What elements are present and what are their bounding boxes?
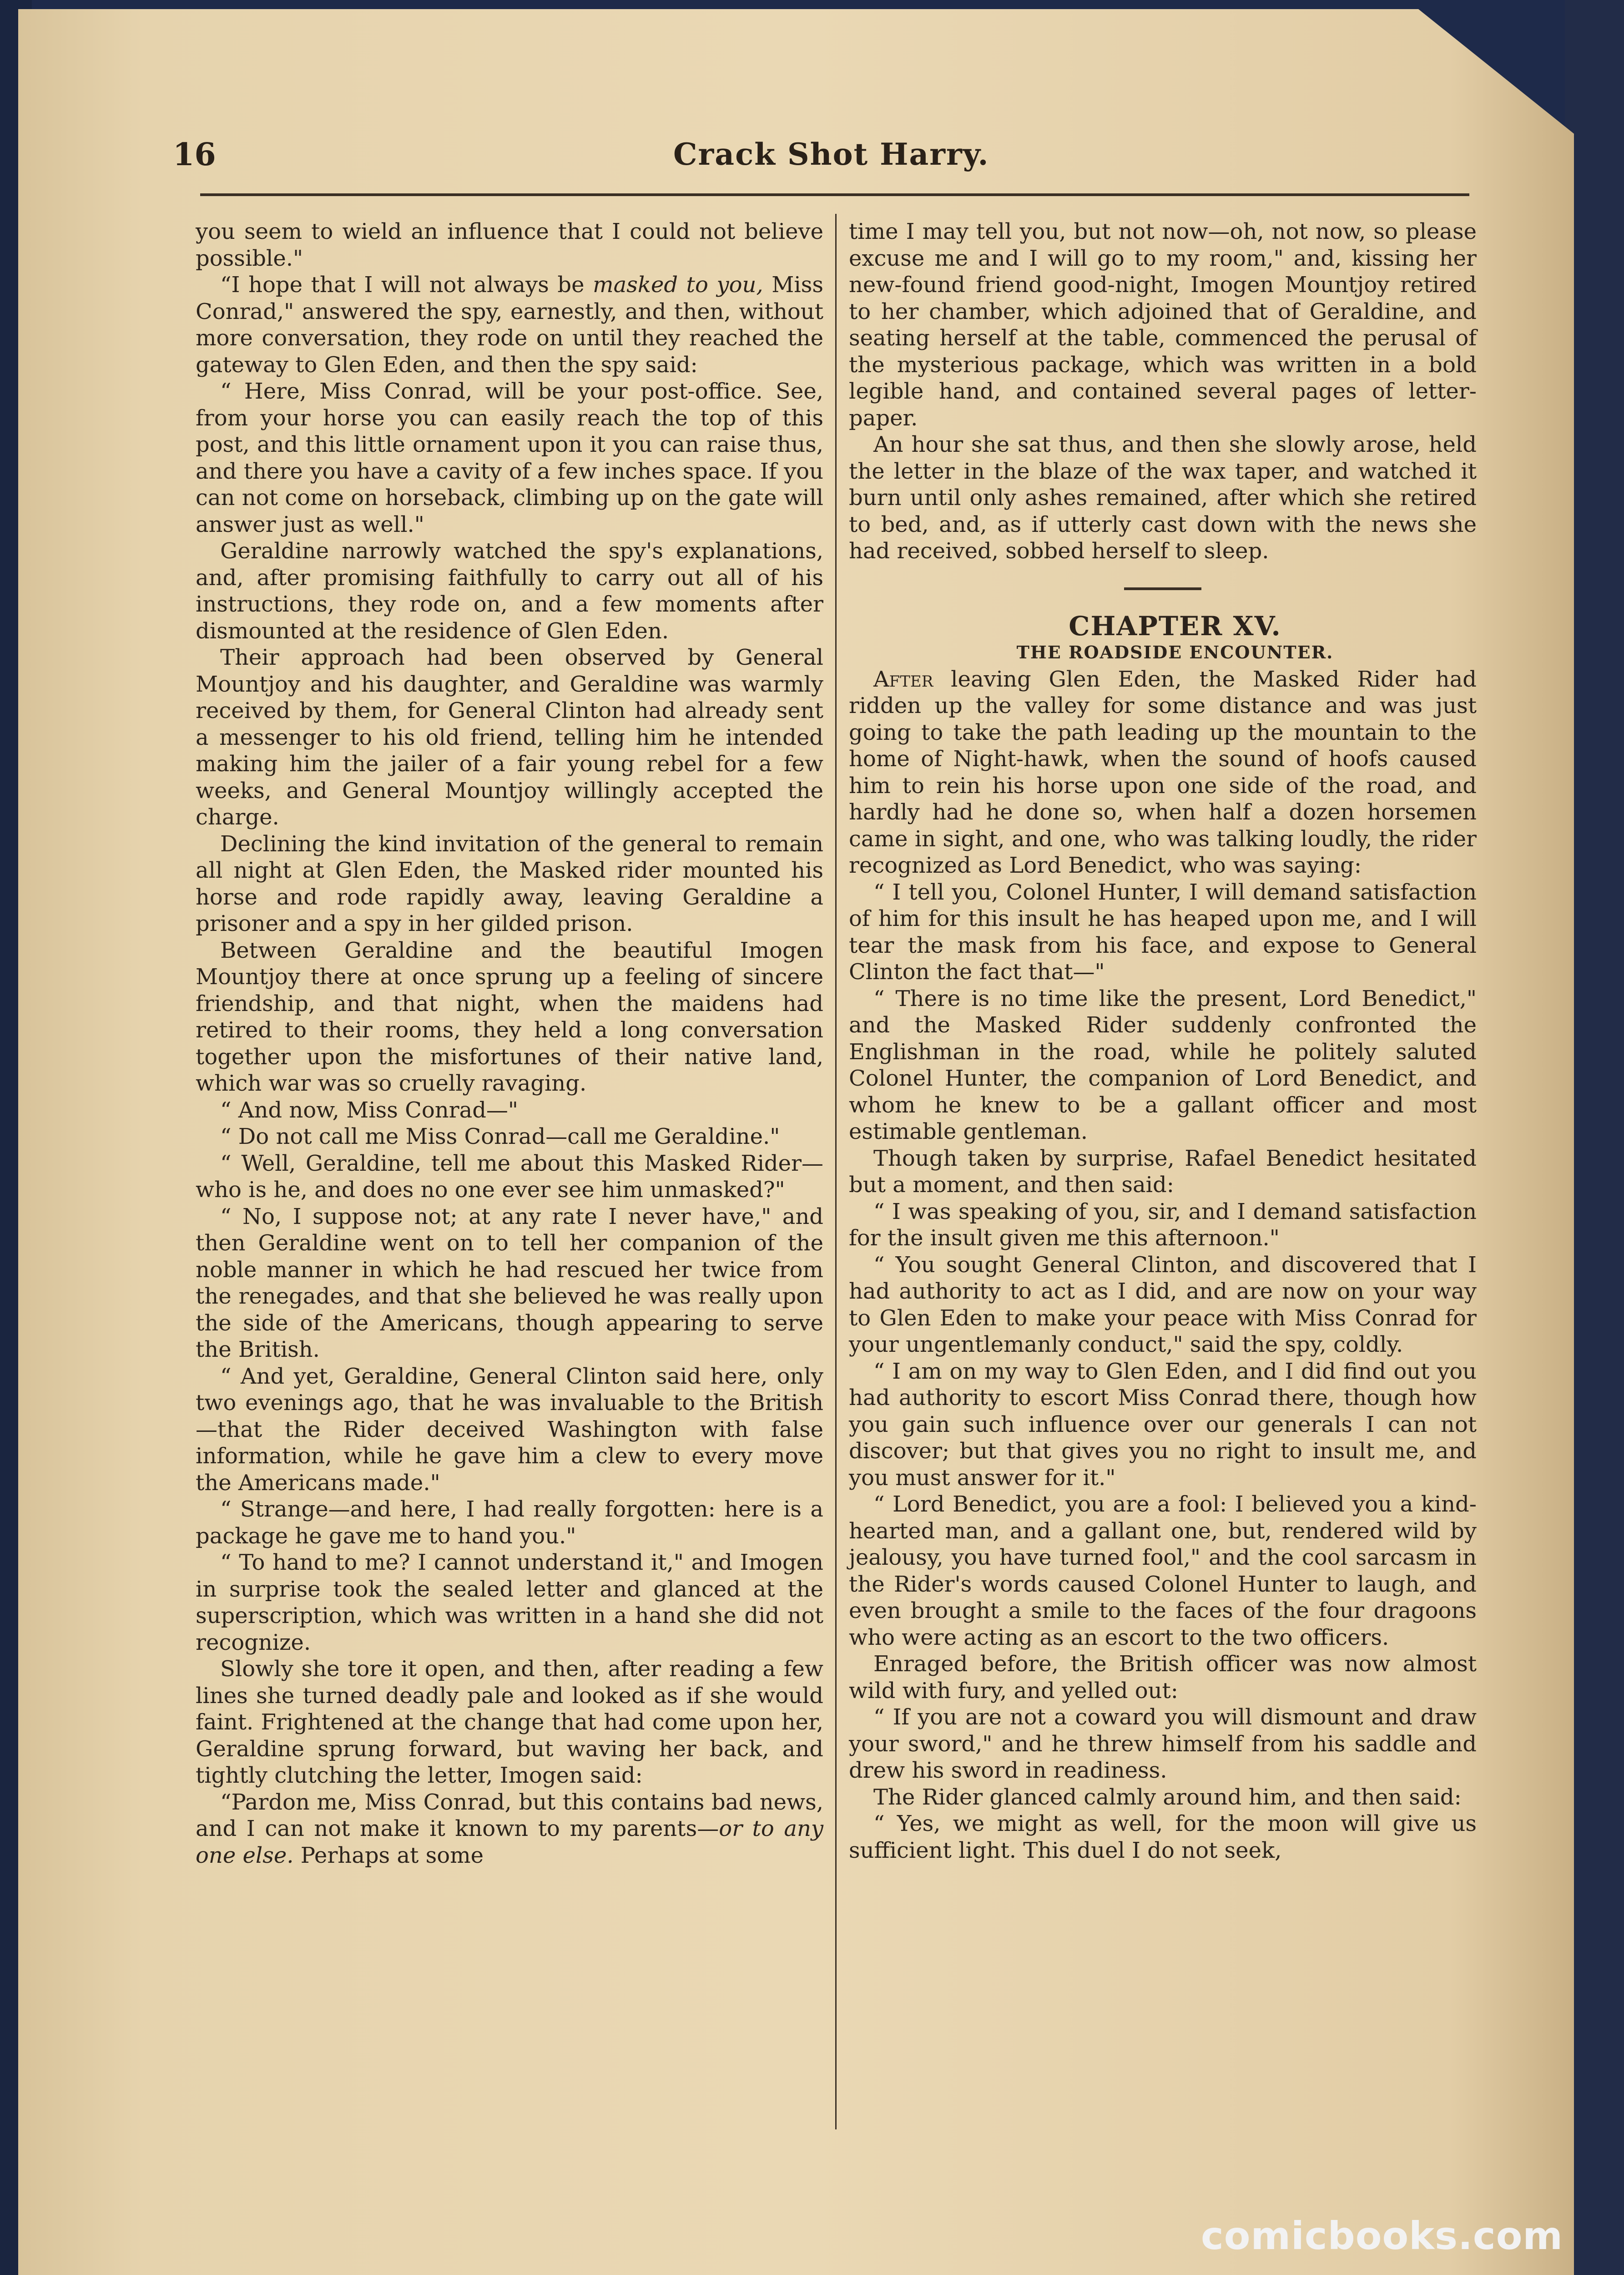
text-run: leaving Glen Eden, the Masked Rider had ridden up the valley for some distance and was just going to take the path leading up the mountain to the home of Night-hawk, when the sound of hoofs caused him to rein his horse upon one side of the road, and hardly had he done so, when half a dozen horsemen came in sight, and one, who was talking loudly, the rider recognized as Lord Benedict, who was saying: bbox=[849, 666, 1477, 878]
paragraph bbox=[849, 666, 1477, 879]
text-run: “Pardon me, Miss Conrad, but this contains bad news, and I can not make it known to my parents— bbox=[196, 1789, 823, 1841]
text-run: “I hope that I will not always be bbox=[220, 272, 593, 298]
running-title: Crack Shot Harry. bbox=[673, 136, 989, 172]
paragraph: “ There is no time like the present, Lord Benedict," and the Masked Rider suddenly confronted the Englishman in the road, while he politely saluted Colonel Hunter, the companion of Lord Benedict, and whom he knew to be a gallant officer and most estimable gentleman. bbox=[849, 986, 1477, 1144]
paragraph: “ Yes, we might as well, for the moon will give us sufficient light. This duel I do not seek, bbox=[849, 1811, 1477, 1863]
paragraph: Though taken by surprise, Rafael Benedict hesitated but a moment, and then said: bbox=[849, 1145, 1477, 1198]
paragraph: you seem to wield an influence that I could not believe possible." bbox=[196, 219, 823, 271]
chapter-rule bbox=[1124, 587, 1201, 590]
italic-text: or to any one else. bbox=[196, 1816, 823, 1868]
paragraph: “ If you are not a coward you will dismount and draw your sword," and he threw himself from his saddle and drew his sword in readiness. bbox=[849, 1704, 1477, 1783]
paragraph: “ Strange—and here, I had really forgotten: here is a package he gave me to hand you." bbox=[196, 1496, 823, 1549]
paragraph: “ I am on my way to Glen Eden, and I did find out you had authority to escort Miss Conrad there, though how you gain such influence over our generals I can not discover; but that gives you no right to insult me, and you must answer for it." bbox=[849, 1358, 1477, 1491]
paragraph: “ Well, Geraldine, tell me about this Masked Rider—who is he, and does no one ever see him unmasked?" bbox=[196, 1150, 823, 1203]
paragraph: “ To hand to me? I cannot understand it," and Imogen in surprise took the sealed letter and glanced at the superscription, which was written in a hand she did not recognize. bbox=[196, 1550, 823, 1655]
chapter-subtitle: THE ROADSIDE ENCOUNTER. bbox=[1016, 642, 1334, 662]
chapter-title: CHAPTER XV. bbox=[1069, 610, 1281, 642]
column-divider bbox=[835, 214, 837, 2129]
paragraph: time I may tell you, but not now—oh, not now, so please excuse me and I will go to my room," and, kissing her new-found friend good-night, Imogen Mountjoy retired to her chamber, which adjoined that of Geraldine, and seating herself at the table, commenced the perusal of the mysterious package, which was written in a bold legible hand, and contained several pages of letter-paper. bbox=[849, 219, 1477, 431]
paragraph: “ You sought General Clinton, and discovered that I had authority to act as I did, and are now on your way to Glen Eden to make your peace with Miss Conrad for your ungentlemanly conduct," said the spy, coldly. bbox=[849, 1252, 1477, 1357]
left-column bbox=[196, 218, 823, 1869]
paragraph bbox=[196, 272, 823, 378]
italic-text: masked to you, bbox=[593, 272, 763, 298]
right-column bbox=[849, 218, 1477, 1864]
paragraph: “ I tell you, Colonel Hunter, I will demand satisfaction of him for this insult he has heaped upon me, and I will tear the mask from his face, and expose to General Clinton the fact that—" bbox=[849, 879, 1477, 985]
paragraph: Slowly she tore it open, and then, after reading a few lines she turned deadly pale and looked as if she would faint. Frightened at the change that had come upon her, Geraldine sprung forward, but waving her back, and tightly clutching the letter, Imogen said: bbox=[196, 1656, 823, 1788]
text-run: Perhaps at some bbox=[293, 1842, 484, 1868]
text-run: Miss Conrad," answered the spy, earnestly, and then, without more conversation, they rode on until they reached the gateway to Glen Eden, and then the spy said: bbox=[196, 272, 824, 378]
paragraph: “ I was speaking of you, sir, and I demand satisfaction for the insult given me this afternoon." bbox=[849, 1198, 1477, 1251]
paragraph: “ And now, Miss Conrad—" bbox=[220, 1097, 519, 1123]
header-rule bbox=[200, 193, 1469, 196]
paragraph: Their approach had been observed by General Mountjoy and his daughter, and Geraldine was warmly received by them, for General Clinton had already sent a messenger to his old friend, telling him he intended making him the jailer of a fair young rebel for a few weeks, and General Mountjoy willingly accepted the charge. bbox=[196, 645, 823, 830]
watermark: comicbooks.com bbox=[1201, 2214, 1563, 2258]
paragraph: Enraged before, the British officer was now almost wild with fury, and yelled out: bbox=[849, 1651, 1477, 1704]
paragraph: Declining the kind invitation of the general to remain all night at Glen Eden, the Masked rider mounted his horse and rode rapidly away, leaving Geraldine a prisoner and a spy in her gilded prison. bbox=[196, 831, 823, 936]
page-number: 16 bbox=[173, 136, 216, 173]
paragraph: “ Here, Miss Conrad, will be your post-office. See, from your horse you can easily reach the top of this post, and this little ornament upon it you can raise thus, and there you have a cavity of a few inches space. If you can not come on horseback, climbing up on the gate will answer just as well." bbox=[196, 379, 823, 537]
paragraph: Geraldine narrowly watched the spy's explanations, and, after promising faithfully to carry out all of his instructions, they rode on, and a few moments after dismounted at the residence of Glen Eden. bbox=[196, 538, 823, 644]
paragraph: “ And yet, Geraldine, General Clinton said here, only two evenings ago, that he was invaluable to the British—that the Rider deceived Washington with false information, while he gave him a clew to every move the Americans made." bbox=[196, 1363, 823, 1496]
paragraph: An hour she sat thus, and then she slowly arose, held the letter in the blaze of the wax taper, and watched it burn until only ashes remained, after which she retired to bed, and, as if utterly cast down with the news she had received, sobbed herself to sleep. bbox=[849, 432, 1477, 564]
paragraph: The Rider glanced calmly around him, and then said: bbox=[873, 1784, 1462, 1810]
paragraph bbox=[196, 1789, 823, 1869]
paragraph: Between Geraldine and the beautiful Imogen Mountjoy there at once sprung up a feeling of sincere friendship, and that night, when the maidens had retired to their rooms, they held a long conversation together upon the misfortunes of their native land, which war was so cruelly ravaging. bbox=[196, 937, 823, 1096]
paragraph: “ Lord Benedict, you are a fool: I believed you a kind-hearted man, and a gallant one, but, rendered wild by jealousy, you have turned fool," and the cool sarcasm in the Rider's words caused Colonel Hunter to laugh, and even brought a smile to the faces of the four dragoons who were acting as an escort to the two officers. bbox=[849, 1491, 1477, 1650]
paragraph: “ No, I suppose not; at any rate I never have," and then Geraldine went on to tell her companion of the noble manner in which he had rescued her twice from the renegades, and that she believed he was really upon the side of the Americans, though appearing to serve the British. bbox=[196, 1203, 823, 1362]
lead-word: After bbox=[873, 666, 933, 692]
paragraph: “ Do not call me Miss Conrad—call me Geraldine." bbox=[220, 1124, 780, 1149]
